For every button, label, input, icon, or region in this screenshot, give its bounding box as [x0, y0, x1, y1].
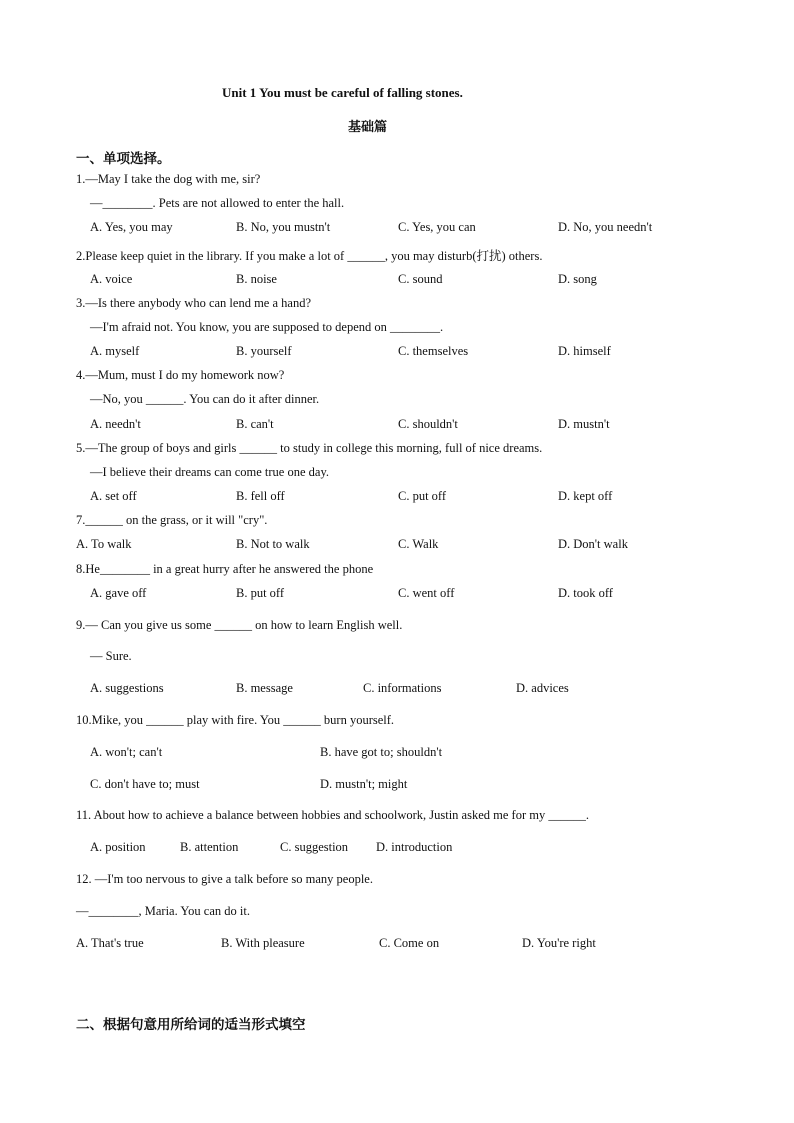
- option-d: D. took off: [558, 586, 613, 600]
- option-a: A. suggestions: [90, 681, 164, 695]
- question-stem: 1.—May I take the dog with me, sir?: [76, 172, 261, 186]
- question-stem: 2.Please keep quiet in the library. If you make a lot of ______, you may disturb(打扰) others.: [76, 249, 543, 263]
- option-c: C. Come on: [379, 936, 440, 950]
- question-stem: 8.He________ in a great hurry after he answered the phone: [76, 562, 374, 576]
- option-d: D. Don't walk: [558, 537, 628, 551]
- option-b: B. can't: [236, 417, 274, 431]
- option-d: D. mustn't: [558, 417, 610, 431]
- question-stem: 7.______ on the grass, or it will "cry".: [76, 513, 268, 527]
- option-a: A. set off: [90, 489, 137, 503]
- option-c: C. Yes, you can: [398, 220, 476, 234]
- option-a: A. myself: [90, 344, 140, 358]
- option-a: A. Yes, you may: [90, 220, 173, 234]
- question-stem: 3.—Is there anybody who can lend me a hand?: [76, 296, 311, 310]
- option-b: B. message: [236, 681, 293, 695]
- question-stem: 11. About how to achieve a balance between hobbies and schoolwork, Justin asked me for my ______.: [76, 808, 589, 822]
- page-title: Unit 1 You must be careful of falling stones.: [222, 85, 463, 100]
- option-d: D. mustn't; might: [320, 777, 408, 791]
- option-b: B. noise: [236, 272, 277, 286]
- option-a: A. needn't: [90, 417, 141, 431]
- question-reply: —I believe their dreams can come true one day.: [90, 465, 330, 479]
- option-d: D. song: [558, 272, 597, 286]
- option-a: A. position: [90, 840, 146, 854]
- option-c: C. Walk: [398, 537, 439, 551]
- question-reply: —________, Maria. You can do it.: [76, 904, 250, 918]
- option-a: A. voice: [90, 272, 133, 286]
- question-stem: 9.— Can you give us some ______ on how to learn English well.: [76, 618, 403, 632]
- option-a: A. To walk: [76, 537, 132, 551]
- option-b: B. Not to walk: [236, 537, 310, 551]
- option-c: C. sound: [398, 272, 443, 286]
- option-b: B. fell off: [236, 489, 285, 503]
- option-a: A. won't; can't: [90, 745, 163, 759]
- question-stem: 5.—The group of boys and girls ______ to study in college this morning, full of nice dreams.: [76, 441, 543, 455]
- option-a: A. That's true: [76, 936, 144, 950]
- option-c: C. don't have to; must: [90, 777, 200, 791]
- option-d: D. introduction: [376, 840, 453, 854]
- section-heading-2: 二、根据句意用所给词的适当形式填空: [76, 1017, 306, 1033]
- option-d: D. No, you needn't: [558, 220, 653, 234]
- option-b: B. put off: [236, 586, 285, 600]
- option-b: B. With pleasure: [221, 936, 305, 950]
- question-reply: —No, you ______. You can do it after dinner.: [90, 392, 320, 406]
- option-d: D. himself: [558, 344, 611, 358]
- option-c: C. shouldn't: [398, 417, 458, 431]
- option-b: B. yourself: [236, 344, 292, 358]
- page-subtitle: 基础篇: [348, 120, 388, 135]
- option-b: B. have got to; shouldn't: [320, 745, 443, 759]
- option-d: D. You're right: [522, 936, 596, 950]
- question-stem: 4.—Mum, must I do my homework now?: [76, 368, 285, 382]
- option-b: B. attention: [180, 840, 239, 854]
- question-stem: 12. —I'm too nervous to give a talk before so many people.: [76, 872, 373, 886]
- option-c: C. informations: [363, 681, 442, 695]
- option-d: D. advices: [516, 681, 569, 695]
- section-heading-1: 一、单项选择。: [76, 151, 171, 167]
- option-c: C. went off: [398, 586, 455, 600]
- question-stem: 10.Mike, you ______ play with fire. You ______ burn yourself.: [76, 713, 395, 727]
- question-reply: —________. Pets are not allowed to enter the hall.: [90, 196, 345, 210]
- option-c: C. themselves: [398, 344, 469, 358]
- option-d: D. kept off: [558, 489, 613, 503]
- question-reply: —I'm afraid not. You know, you are supposed to depend on ________.: [90, 320, 444, 334]
- option-c: C. put off: [398, 489, 447, 503]
- question-reply: — Sure.: [90, 649, 132, 663]
- option-c: C. suggestion: [280, 840, 349, 854]
- option-a: A. gave off: [90, 586, 147, 600]
- option-b: B. No, you mustn't: [236, 220, 331, 234]
